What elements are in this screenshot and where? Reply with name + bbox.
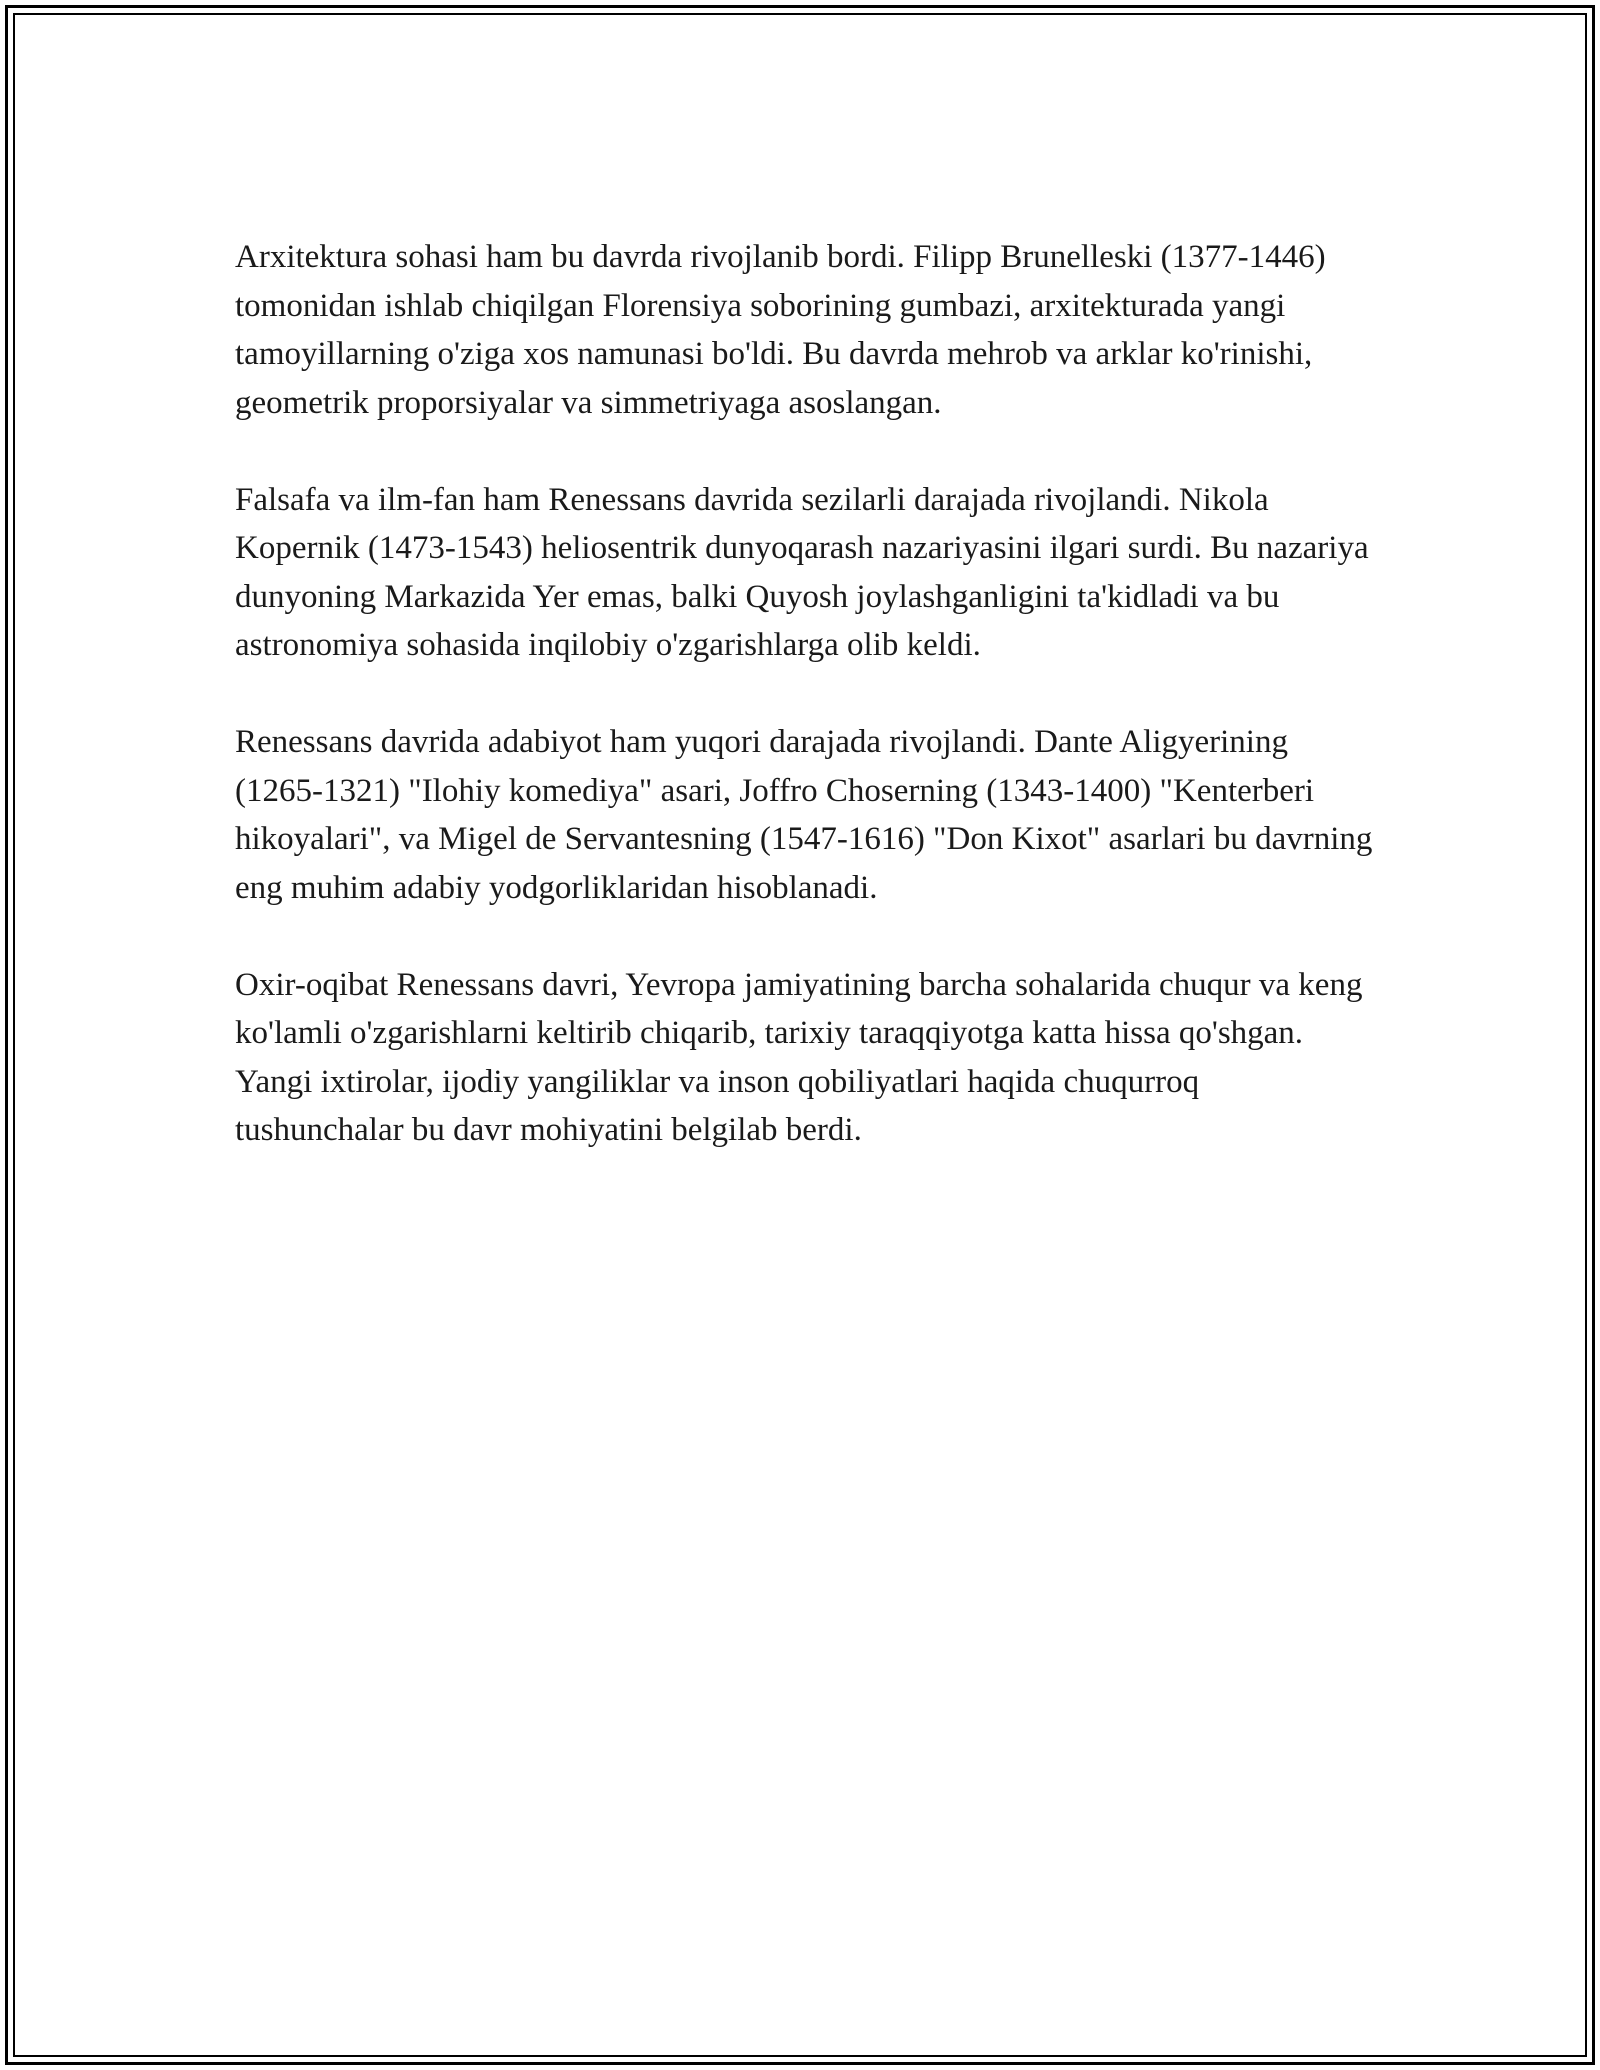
paragraph-architecture: Arxitektura sohasi ham bu davrda rivojlanib bordi. Filipp Brunelleski (1377-1446) tomonidan ishlab chiqilgan Florensiya soborining gumbazi, arxitekturada yangi tamoyillarning o'ziga xos namunasi bo'ldi. Bu davrda mehrob va arklar ko'rinishi, geometrik proporsiyalar va simmetriyaga asoslangan.	[235, 239, 1326, 421]
paragraph-philosophy-science: Falsafa va ilm-fan ham Renessans davrida sezilarli darajada rivojlandi. Nikola Kopernik (1473-1543) heliosentrik dunyoqarash nazariyasini ilgari surdi. Bu nazariya dunyoning Markazida Yer emas, balki Quyosh joylashganligini ta'kidladi va bu astronomiya sohasida inqilobiy o'zgarishlarga olib keldi.	[235, 481, 1369, 663]
paragraph-literature: Renessans davrida adabiyot ham yuqori darajada rivojlandi. Dante Aligyerining (1265-1321) "Ilohiy komediya" asari, Joffro Choserning (1343-1400) "Kenterberi hikoyalari", va Migel de Servantesning (1547-1616) "Don Kixot" asarlari bu davrning eng muhim adabiy yodgorliklaridan hisoblanadi.	[235, 724, 1373, 906]
paragraph-conclusion: Oxir-oqibat Renessans davri, Yevropa jamiyatining barcha sohalarida chuqur va keng ko'lamli o'zgarishlarni keltirib chiqarib, tarixiy taraqqiyotga katta hissa qo'shgan. Yangi ixtirolar, ijodiy yangiliklar va inson qobiliyatlari haqida chuqurroq tushunchalar bu davr mohiyatini belgilab berdi.	[235, 966, 1363, 1148]
document-body	[235, 233, 1375, 1203]
